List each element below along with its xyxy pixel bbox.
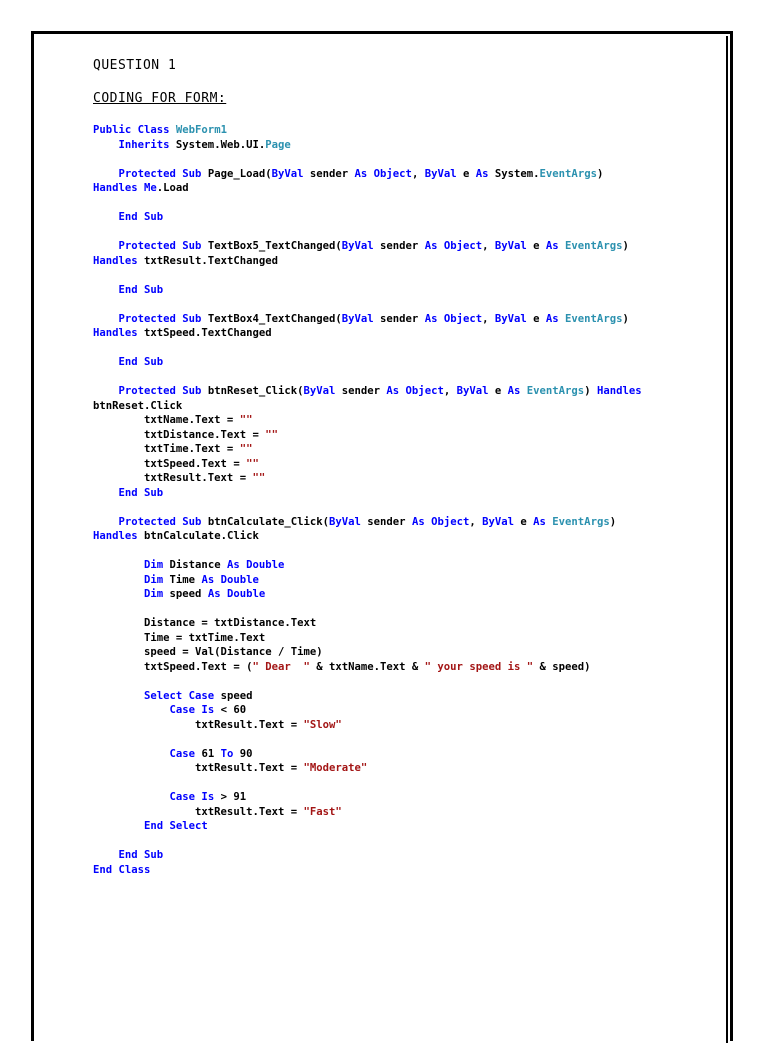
- code-token: "Moderate": [303, 762, 368, 774]
- code-token: txtSpeed.Text =: [93, 457, 247, 470]
- code-line: [93, 674, 713, 689]
- code-token: [93, 284, 119, 296]
- code-line: [93, 747, 713, 762]
- code-token: ,: [411, 167, 425, 180]
- code-line: [93, 268, 713, 283]
- code-token: Case: [169, 747, 202, 760]
- code-token: "": [265, 428, 278, 441]
- code-line: [93, 558, 713, 573]
- code-token: Inherits: [118, 138, 176, 151]
- code-token: Protected Sub: [118, 312, 208, 325]
- code-token: ByVal: [303, 385, 342, 397]
- code-token: "Fast": [303, 805, 342, 818]
- code-token: sender: [380, 240, 425, 252]
- code-token: TextBox5_TextChanged(: [207, 240, 342, 252]
- code-token: btnCalculate.Click: [144, 530, 259, 542]
- code-line: [93, 225, 713, 240]
- code-token: EventArgs: [565, 312, 623, 325]
- code-token: Handles: [93, 327, 145, 339]
- code-token: ByVal: [482, 515, 521, 528]
- code-token: e: [494, 385, 508, 397]
- code-line: [93, 399, 713, 414]
- code-token: Distance = txtDistance.Text: [93, 617, 317, 629]
- code-token: Page_Load(: [207, 167, 272, 180]
- code-token: Protected Sub: [118, 240, 208, 252]
- code-token: txtResult.Text =: [93, 718, 304, 731]
- code-token: As: [475, 167, 495, 180]
- code-line: [93, 326, 713, 341]
- code-token: End Sub: [118, 211, 164, 223]
- code-token: [93, 487, 119, 499]
- code-token: txtSpeed.Text = (: [93, 660, 253, 673]
- code-token: EventArgs: [539, 167, 597, 180]
- code-line: [93, 341, 713, 356]
- code-token: TextBox4_TextChanged(: [207, 312, 342, 325]
- code-listing: [93, 123, 713, 877]
- code-token: ByVal: [341, 312, 381, 325]
- code-token: " Dear ": [252, 660, 310, 673]
- code-line: [93, 689, 713, 704]
- code-token: 90: [239, 747, 253, 760]
- code-token: [93, 139, 119, 151]
- code-line: [93, 616, 713, 631]
- code-token: [93, 820, 144, 832]
- code-token: sender: [380, 312, 425, 325]
- code-token: As: [507, 385, 527, 397]
- code-token: ByVal: [271, 167, 310, 180]
- code-token: btnReset_Click(: [207, 385, 304, 397]
- code-token: txtName.Text =: [93, 414, 240, 426]
- code-token: txtDistance.Text =: [93, 428, 266, 441]
- code-line: [93, 834, 713, 849]
- code-token: Handles: [93, 254, 145, 267]
- code-token: ByVal: [456, 385, 495, 397]
- code-token: Case Is: [169, 791, 221, 803]
- code-token: [93, 516, 119, 528]
- code-token: Dim: [144, 573, 170, 586]
- code-token: System.Web.UI.: [175, 138, 266, 151]
- code-line: [93, 515, 713, 530]
- code-line: [93, 413, 713, 428]
- code-token: btnCalculate_Click(: [207, 515, 329, 528]
- code-token: < 60: [220, 704, 247, 716]
- code-token: ): [596, 167, 604, 180]
- code-line: [93, 355, 713, 370]
- code-token: Dim: [144, 588, 170, 600]
- code-token: As Double: [201, 573, 259, 586]
- code-token: e: [462, 167, 476, 180]
- code-line: [93, 312, 713, 327]
- code-token: As Double: [226, 559, 285, 571]
- code-token: As: [545, 240, 566, 252]
- code-token: WebForm1: [175, 124, 227, 136]
- section-heading: CODING FOR FORM:: [93, 91, 227, 106]
- code-token: ): [622, 240, 629, 252]
- code-line: [93, 819, 713, 834]
- code-token: EventArgs: [565, 240, 623, 252]
- code-token: End Select: [144, 820, 208, 832]
- code-token: ,: [482, 240, 495, 252]
- code-line: [93, 167, 713, 182]
- code-line: [93, 544, 713, 559]
- code-line: [93, 370, 713, 385]
- code-token: speed = Val(Distance / Time): [93, 646, 323, 658]
- code-token: [93, 240, 119, 252]
- code-token: End Sub: [118, 283, 164, 296]
- code-token: End Sub: [118, 486, 164, 499]
- code-token: End Class: [93, 863, 151, 876]
- code-token: txtResult.Text =: [93, 762, 304, 774]
- code-token: "": [239, 443, 253, 455]
- code-token: To: [220, 747, 240, 760]
- code-token: Protected Sub: [118, 167, 208, 180]
- code-token: txtResult.Text =: [93, 805, 304, 818]
- code-line: [93, 471, 713, 486]
- code-token: sender: [341, 385, 387, 397]
- code-token: As Object: [424, 240, 483, 252]
- code-token: ): [622, 312, 629, 325]
- code-token: & speed): [533, 660, 591, 673]
- code-token: [93, 849, 119, 861]
- code-token: & txtName.Text &: [309, 660, 425, 673]
- code-token: As: [545, 312, 566, 325]
- code-line: [93, 645, 713, 660]
- code-token: sender: [367, 515, 412, 528]
- code-token: Handles: [596, 385, 642, 397]
- code-line: [93, 732, 713, 747]
- code-line: [93, 428, 713, 443]
- code-token: As: [533, 515, 553, 528]
- code-line: [93, 863, 713, 878]
- code-line: [93, 152, 713, 167]
- code-token: Handles: [93, 530, 145, 542]
- code-line: [93, 442, 713, 457]
- code-token: Protected Sub: [118, 385, 208, 397]
- code-token: [93, 690, 144, 702]
- code-token: Public Class: [93, 124, 176, 136]
- code-token: [93, 704, 170, 716]
- code-token: [93, 588, 144, 600]
- code-token: Time = txtTime.Text: [93, 631, 266, 644]
- code-line: [93, 254, 713, 269]
- code-token: .Load: [156, 182, 189, 194]
- code-token: txtResult.Text =: [93, 472, 253, 484]
- code-token: Select Case: [144, 689, 221, 702]
- code-token: Protected Sub: [118, 515, 208, 528]
- code-token: System.: [494, 167, 540, 180]
- code-token: ByVal: [329, 515, 368, 528]
- code-token: EventArgs: [552, 515, 610, 528]
- code-token: [93, 313, 119, 325]
- code-token: e: [533, 240, 546, 252]
- code-token: "": [239, 414, 253, 426]
- code-line: [93, 283, 713, 298]
- code-token: ByVal: [424, 167, 463, 180]
- code-line: [93, 529, 713, 544]
- code-token: As Object: [411, 515, 470, 528]
- code-token: [93, 211, 119, 223]
- code-line: [93, 123, 713, 138]
- code-line: [93, 761, 713, 776]
- code-token: e: [533, 312, 546, 325]
- code-token: ByVal: [494, 312, 534, 325]
- code-line: [93, 660, 713, 675]
- code-token: As Object: [354, 167, 412, 180]
- code-token: "": [252, 472, 266, 484]
- code-token: ByVal: [341, 240, 381, 252]
- code-token: [93, 356, 119, 368]
- code-line: [93, 486, 713, 501]
- code-line: [93, 776, 713, 791]
- code-token: ,: [482, 312, 495, 325]
- code-token: sender: [309, 167, 355, 180]
- code-token: [93, 168, 119, 180]
- code-token: [93, 791, 170, 803]
- code-token: As Object: [424, 312, 483, 325]
- code-line: [93, 573, 713, 588]
- code-token: 61: [201, 747, 221, 760]
- code-token: Dim: [144, 559, 170, 571]
- code-token: btnReset.Click: [93, 399, 183, 412]
- code-token: As Double: [207, 588, 266, 600]
- code-line: [93, 631, 713, 646]
- code-token: Distance: [169, 559, 227, 571]
- code-token: txtSpeed.TextChanged: [144, 327, 272, 339]
- code-token: ): [609, 515, 617, 528]
- code-token: End Sub: [118, 356, 164, 368]
- code-token: Time: [169, 573, 202, 586]
- code-line: [93, 239, 713, 254]
- code-line: [93, 457, 713, 472]
- code-token: speed: [220, 689, 253, 702]
- code-line: [93, 181, 713, 196]
- code-line: [93, 196, 713, 211]
- code-token: As Object: [386, 385, 444, 397]
- code-token: Handles: [93, 182, 145, 194]
- code-token: "": [246, 457, 259, 470]
- code-token: EventArgs: [526, 385, 585, 397]
- code-line: [93, 703, 713, 718]
- code-token: ,: [469, 515, 483, 528]
- code-token: ,: [443, 385, 457, 397]
- code-line: [93, 848, 713, 863]
- code-line: [93, 384, 713, 399]
- code-line: [93, 587, 713, 602]
- code-token: Me: [144, 182, 157, 194]
- code-line: [93, 718, 713, 733]
- code-token: [93, 574, 144, 586]
- code-token: e: [520, 515, 534, 528]
- code-token: txtTime.Text =: [93, 443, 240, 455]
- code-line: [93, 602, 713, 617]
- code-token: [93, 748, 170, 760]
- code-token: End Sub: [118, 849, 164, 861]
- code-token: "Slow": [303, 718, 342, 731]
- code-token: Page: [265, 138, 291, 151]
- code-token: Case Is: [169, 704, 221, 716]
- code-token: " your speed is ": [424, 660, 534, 673]
- code-line: [93, 790, 713, 805]
- code-line: [93, 210, 713, 225]
- code-line: [93, 805, 713, 820]
- page-border-inner: [726, 36, 728, 1043]
- code-token: speed: [169, 588, 208, 600]
- code-line: [93, 500, 713, 515]
- code-token: txtResult.TextChanged: [144, 254, 278, 267]
- question-heading: QUESTION 1: [93, 58, 177, 73]
- code-token: ): [584, 385, 597, 397]
- code-token: ByVal: [494, 240, 534, 252]
- code-line: [93, 138, 713, 153]
- code-line: [93, 297, 713, 312]
- code-token: > 91: [220, 791, 247, 803]
- code-token: [93, 559, 144, 571]
- code-token: [93, 385, 119, 397]
